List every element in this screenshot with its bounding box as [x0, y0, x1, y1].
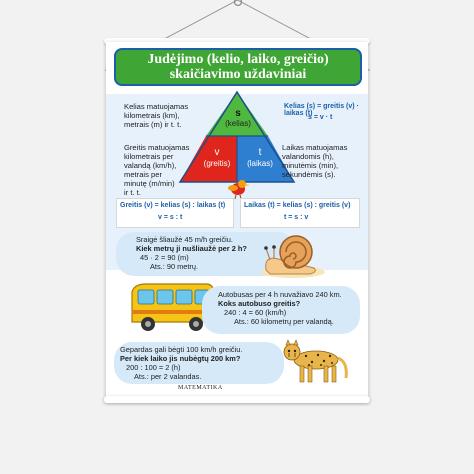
speed-formula-short: v = s : t — [158, 214, 183, 221]
example-calculation: 240 : 4 = 60 (km/h) — [224, 308, 287, 317]
note-line: valandą (km/h), — [124, 161, 177, 170]
note-line: metrais (m) ir t. t. — [124, 120, 182, 129]
note-line: Laikas matuojamas — [282, 143, 348, 152]
note-line: Kelias matuojamas — [124, 102, 189, 111]
example-statement: Gepardas gali bėgti 100 km/h greičiu. — [120, 345, 243, 354]
example-answer: Ats.: 60 kilometrų per valandą. — [234, 317, 334, 326]
triangle-s-symbol: s — [235, 108, 241, 119]
example-calculation: 45 · 2 = 90 (m) — [140, 253, 189, 262]
note-line: ir t. t. — [124, 188, 141, 197]
formula-triangle — [178, 90, 296, 186]
speed-formula: Greitis (v) = kelias (s) : laikas (t) — [120, 202, 226, 209]
time-formula-short: t = s : v — [284, 214, 309, 221]
snail-icon — [258, 228, 328, 280]
example-question: Kiek metrų ji nušliaužė per 2 h? — [136, 244, 247, 253]
example-calculation: 200 : 100 = 2 (h) — [126, 363, 181, 372]
distance-formula-text: Kelias (s) = greitis (v) · laikas (t) — [284, 103, 359, 117]
poster — [106, 42, 368, 398]
triangle-t-symbol: t — [258, 147, 262, 158]
example-question: Koks autobuso greitis? — [218, 299, 301, 308]
bird-icon — [224, 176, 252, 200]
triangle-s-name: (kelias) — [225, 119, 251, 128]
footer-brand: MATEMATIKA — [178, 385, 223, 391]
cheetah-icon — [276, 338, 350, 386]
example-statement: Autobusas per 4 h nuvažiavo 240 km. — [218, 290, 342, 299]
note-line: valandomis (h), — [282, 152, 334, 161]
title-line-1: Judėjimo (kelio, laiko, greičio) — [147, 52, 329, 67]
note-line: kilometrais per — [124, 152, 174, 161]
example-answer: Ats.: 90 metrų. — [150, 262, 199, 271]
note-line: minutėmis (min), — [282, 161, 339, 170]
hanger-hook-icon — [233, 0, 243, 18]
poster-title — [114, 48, 362, 86]
triangle-v-symbol: v — [214, 147, 220, 158]
example-statement: Sraigė šliaužė 45 m/h greičiu. — [136, 235, 233, 244]
distance-formula-short: s = v · t — [308, 114, 333, 121]
note-line: Greitis matuojamas — [124, 143, 190, 152]
note-line: kilometrais (km), — [124, 111, 180, 120]
poster-bottom-rod — [104, 396, 370, 403]
note-line: metrais per — [124, 170, 162, 179]
time-formula: Laikas (t) = kelias (s) : greitis (v) — [244, 202, 351, 209]
note-line: minutę (m/min) — [124, 179, 175, 188]
example-question: Per kiek laiko jis nubėgtų 200 km? — [120, 354, 241, 363]
example-answer: Ats.: per 2 valandas. — [134, 372, 202, 381]
triangle-t-name: (laikas) — [247, 159, 273, 168]
triangle-v-name: (greitis) — [203, 159, 231, 168]
note-line: sekundėmis (s). — [282, 170, 336, 179]
title-line-2: skaičiavimo uždaviniai — [169, 67, 307, 82]
